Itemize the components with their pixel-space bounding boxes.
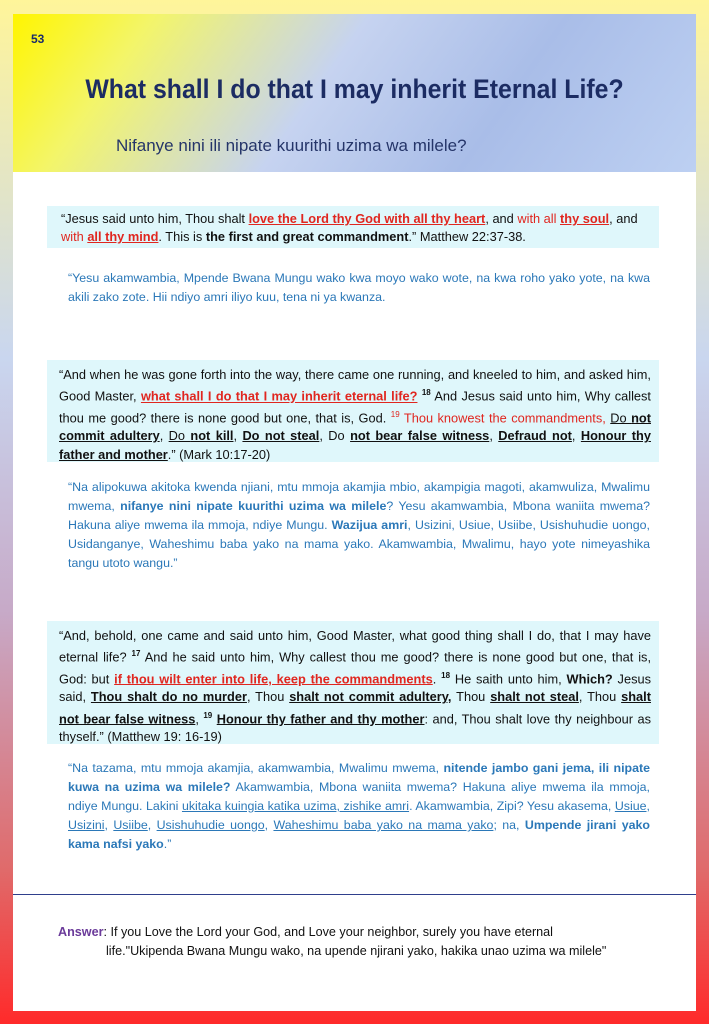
verse-number: 17 (131, 649, 141, 659)
verse-text: Do (610, 410, 632, 426)
verse-text: , (571, 428, 581, 444)
swahili-text: , (646, 799, 650, 813)
verse-reference: : and, Thou shalt love thy neighbour as thyself.” (Matthew 19: 16-19) (59, 710, 651, 745)
page-number: 53 (31, 32, 45, 46)
verse-text: , and (609, 211, 638, 226)
swahili-underlined: Usishuhudie uongo (156, 818, 265, 832)
swahili-underlined: Waheshimu baba yako na mama yako (273, 818, 494, 832)
answer-block (58, 923, 688, 961)
verse-bold: not bear false witness (350, 428, 490, 444)
verse-text: Do (168, 428, 191, 444)
verse-bold: the first and great commandment (205, 229, 409, 245)
verse-bold: Do not steal (242, 428, 320, 444)
swahili-underlined: Usiibe (113, 818, 148, 832)
swahili-text: “Na tazama, mtu mmoja akamjia, akamwambia, Mwalimu mwema, (68, 761, 444, 775)
verse-text: , and (485, 211, 518, 226)
swahili-verse-3 (68, 759, 650, 854)
swahili-verse-1: “Yesu akamwambia, Mpende Bwana Mungu wako kwa moyo wako wote, na kwa roho yako yote, na kwa akili zako zote. Hii ndiyo amri iliyo kuu, tena ni ya kwanza. (68, 271, 650, 304)
swahili-text: , Usizini, Usiue, Usiibe, Usishuhudie uongo, Usidanganye, Waheshimu baba yako na mama yako. Akamwambia, Mwalimu, hayo yote nimeyashika tangu utoto wangu.” (68, 518, 651, 570)
verse-highlight: love the Lord thy God with all thy heart (248, 211, 486, 226)
answer-text-swahili: life."Ukipenda Bwana Mungu wako, na upende njirani yako, hakika unao uzima wa milele" (106, 944, 607, 958)
swahili-text: , (264, 818, 274, 832)
verse-bold: Thou shalt do no murder (90, 689, 247, 705)
verse-text: . This is (158, 229, 206, 245)
verse-highlight: if thou wilt enter into life, keep the commandments (114, 671, 433, 687)
verse-box-mark-10 (47, 360, 659, 462)
verse-text: , (233, 428, 243, 444)
verse-highlight: what shall I do that I may inherit eternal life? (140, 388, 418, 404)
swahili-bold: nifanye nini nipate kuurithi uzima wa milele (120, 499, 387, 513)
verse-bold: not commit adultery (59, 410, 651, 444)
verse-text: , Do (319, 428, 351, 444)
verse-box-matthew-22 (47, 206, 659, 248)
swahili-text: “Na alipokuwa akitoka kwenda njiani, mtu mmoja akamjia mbio, akampigia magoti, akamwuliza, Mwalimu mwema, (68, 480, 650, 513)
verse-bold: Honour thy father and mother (59, 428, 651, 462)
verse-text: Jesus said, (59, 671, 651, 705)
swahili-bold: Wazijua amri (331, 518, 408, 532)
answer-label: Answer (58, 925, 104, 939)
header-banner (13, 14, 696, 172)
divider (13, 894, 696, 895)
verse-text: , (195, 710, 204, 726)
verse-text: . (432, 671, 442, 687)
swahili-underlined: ukitaka kuingia katika uzima, zishike amri (181, 799, 410, 813)
swahili-underlined: Usiue (614, 799, 647, 813)
swahili-text: .” (163, 837, 172, 851)
verse-bold: shalt not bear false witness (59, 689, 651, 726)
swahili-text: , (147, 818, 157, 832)
verse-bold: not kill (190, 428, 234, 444)
verse-text: And Jesus said unto him, Why callest thou me good? there is none good but one, that is, God. (59, 388, 651, 426)
verse-text: , (159, 428, 169, 444)
swahili-verse-2 (68, 478, 650, 573)
verse-text: “Jesus said unto him, Thou shalt (61, 211, 249, 226)
verse-text: “And when he was gone forth into the way, there came one running, and kneeled to him, and asked him, Good Master, (59, 367, 651, 404)
verse-text: Thou (451, 689, 491, 705)
verse-highlight: all thy mind (87, 229, 159, 245)
swahili-text: ; na, (493, 818, 525, 832)
verse-bold: Honour thy father and thy mother (216, 710, 425, 726)
verse-text: , Thou (578, 689, 622, 705)
verse-bold: Which? (566, 671, 613, 687)
verse-number: 18 (421, 388, 431, 398)
verse-highlight: thy soul (560, 211, 610, 226)
verse-reference: .” (Mark 10:17-20) (167, 446, 271, 462)
page (13, 14, 696, 1011)
verse-reference: .” Matthew 22:37-38. (408, 229, 526, 245)
verse-box-matthew-19 (47, 621, 659, 744)
verse-text: And he said unto him, Why callest thou me good? there is none good but one, that is, God: but (59, 649, 652, 687)
answer-text: : If you Love the Lord your God, and Love your neighbor, surely you have eternal (103, 925, 553, 939)
page-subtitle: Nifanye nini ili nipate kuurithi uzima wa milele? (116, 136, 467, 155)
verse-number: 19 (203, 710, 213, 720)
verse-text: , (489, 428, 499, 444)
verse-text-red: with all (517, 211, 561, 226)
swahili-text: Akamwambia, Mbona waniita mwema? Hakuna aliye mwema ila mmoja, ndiye Mungu. Lakini (68, 780, 650, 813)
swahili-text: ? Yesu akamwambia, Mbona waniita mwema? Hakuna aliye mwema ila mmoja, ndiye Mungu. (68, 499, 651, 532)
page-title: What shall I do that I may inherit Eternal Life? (85, 74, 624, 104)
verse-text-red: Thou knowest the commandments, (399, 410, 611, 426)
verse-text-red: with (61, 229, 88, 245)
verse-number: 18 (441, 670, 451, 680)
verse-bold: shalt not steal (490, 689, 579, 705)
verse-text: He saith unto him, (450, 671, 567, 687)
verse-text: “And, behold, one came and said unto him, Good Master, what good thing shall I do, that I may have eternal life? (59, 628, 651, 665)
verse-number: 19 (390, 409, 400, 419)
verse-bold: shalt not commit adultery, (289, 689, 452, 705)
verse-text: , Thou (246, 689, 290, 705)
swahili-bold: nitende jambo gani jema, ili nipate kuwa na uzima wa milele? (68, 761, 651, 794)
swahili-text: , (104, 818, 114, 832)
verse-bold: Defraud not (498, 428, 572, 444)
swahili-bold: Umpende jirani yako kama nafsi yako (68, 818, 650, 851)
swahili-text: . Akamwambia, Zipi? Yesu akasema, (409, 799, 615, 813)
swahili-underlined: Usizini (68, 818, 105, 832)
